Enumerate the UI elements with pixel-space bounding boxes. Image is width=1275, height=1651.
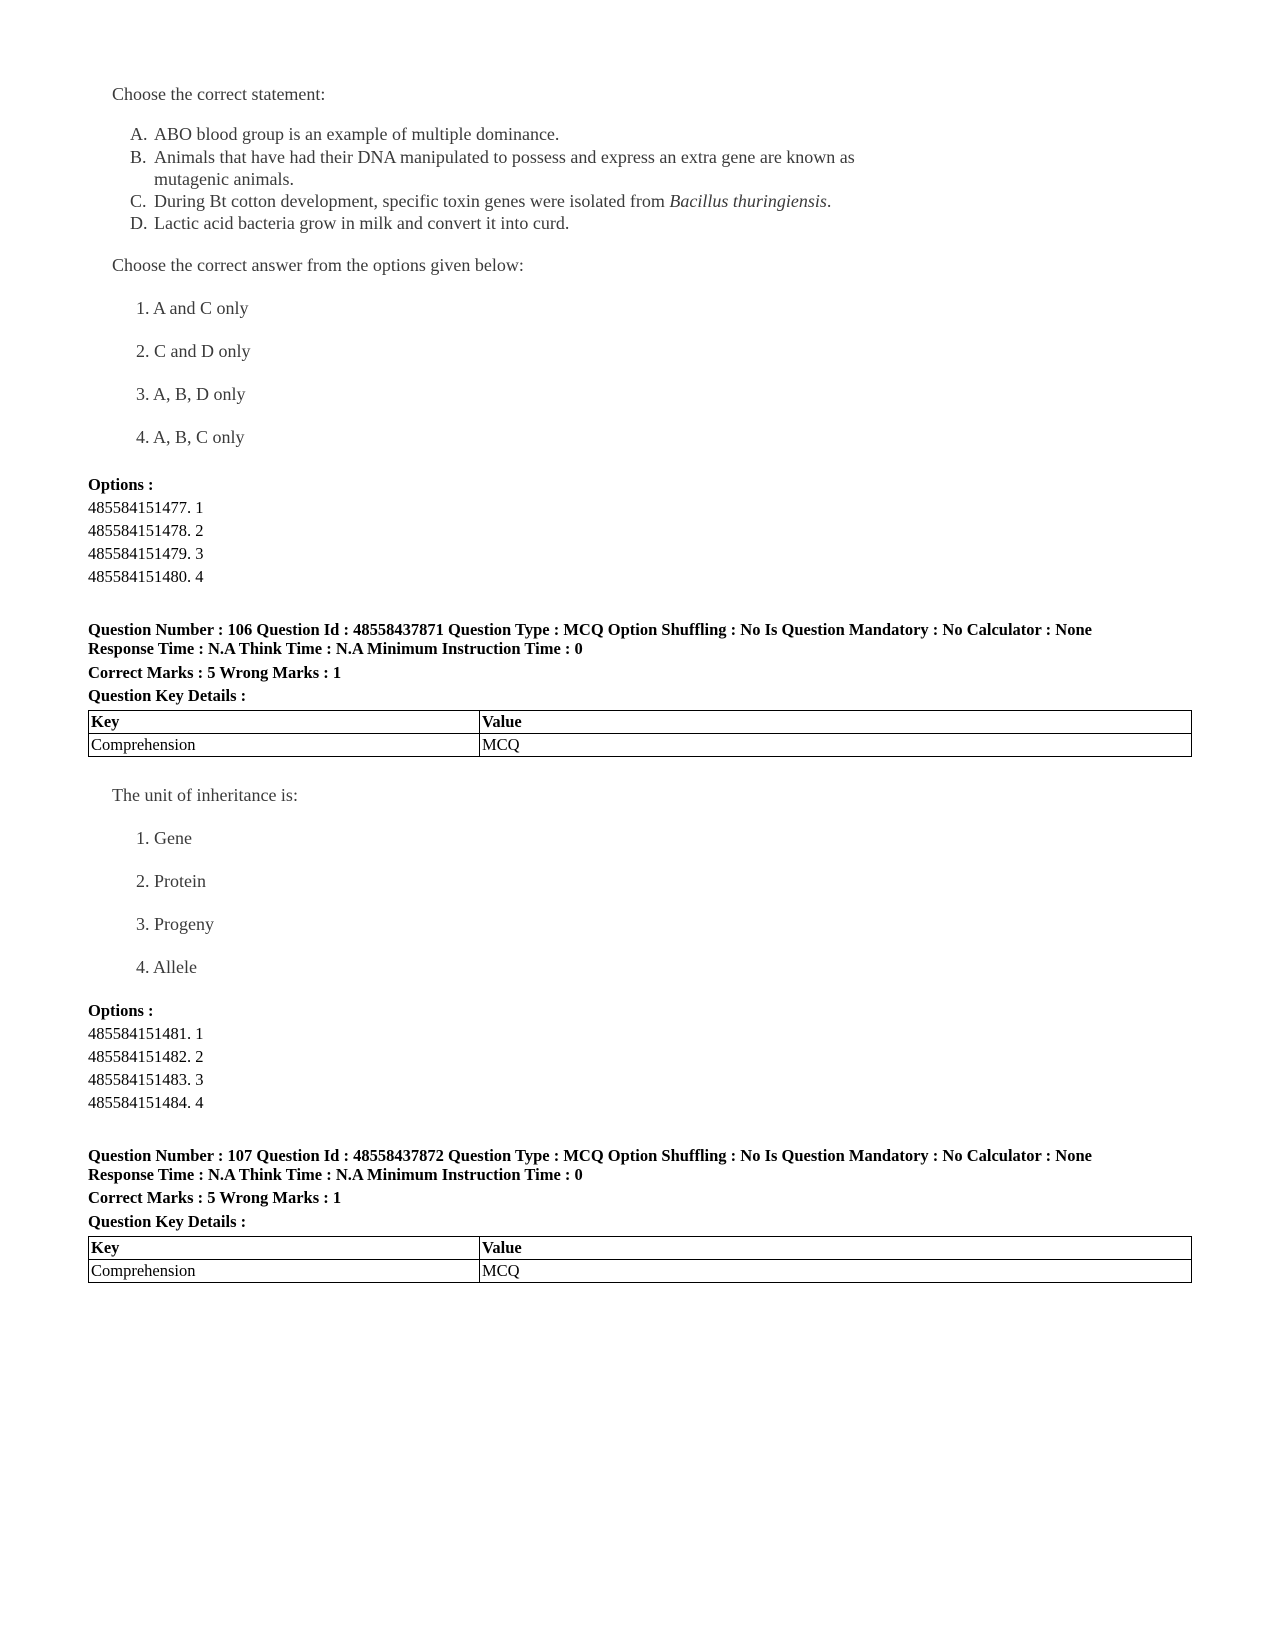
q106-key-details-label: Question Key Details : <box>88 686 247 705</box>
q106-header-line2: Response Time : N.A Think Time : N.A Minimum Instruction Time : 0 <box>88 639 583 658</box>
q105-statement-c: C. During Bt cotton development, specific toxin genes were isolated from Bacillus thuringiensis. <box>130 191 832 211</box>
q105-choice-2: 2. C and D only <box>136 341 251 361</box>
q106-key-table <box>88 710 1192 757</box>
q105-option-2: 485584151478. 2 <box>88 521 204 540</box>
table-row <box>89 1260 1192 1283</box>
q106-option-2: 485584151482. 2 <box>88 1047 204 1066</box>
q107-header-line2: Response Time : N.A Think Time : N.A Minimum Instruction Time : 0 <box>88 1165 583 1184</box>
table-cell-value: MCQ <box>480 734 1192 757</box>
q105-option-1: 485584151477. 1 <box>88 498 204 517</box>
table-header-value: Value <box>480 711 1192 734</box>
q106-stem: The unit of inheritance is: <box>112 785 298 805</box>
q106-marks: Correct Marks : 5 Wrong Marks : 1 <box>88 663 342 682</box>
q105-statement-b: B. Animals that have had their DNA manipulated to possess and express an extra gene are known as <box>130 147 855 167</box>
table-header-row <box>89 711 1192 734</box>
q106-choice-1: 1. Gene <box>136 828 192 848</box>
q105-choice-4: 4. A, B, C only <box>136 427 245 447</box>
q107-header-line1: Question Number : 107 Question Id : 48558437872 Question Type : MCQ Option Shuffling : No Is Question Mandatory : No Calculator : None <box>88 1146 1092 1165</box>
q106-option-1: 485584151481. 1 <box>88 1024 204 1043</box>
q106-choice-2: 2. Protein <box>136 871 206 891</box>
q107-marks: Correct Marks : 5 Wrong Marks : 1 <box>88 1188 342 1207</box>
q106-header-line1: Question Number : 106 Question Id : 48558437871 Question Type : MCQ Option Shuffling : No Is Question Mandatory : No Calculator : None <box>88 620 1092 639</box>
q106-option-3: 485584151483. 3 <box>88 1070 204 1089</box>
q105-option-3: 485584151479. 3 <box>88 544 204 563</box>
table-header-key: Key <box>89 1237 480 1260</box>
q107-key-table <box>88 1236 1192 1283</box>
q106-choice-4: 4. Allele <box>136 957 197 977</box>
q105-options-label: Options : <box>88 475 154 494</box>
q106-options-label: Options : <box>88 1001 154 1020</box>
q106-option-4: 485584151484. 4 <box>88 1093 204 1112</box>
table-cell-key: Comprehension <box>89 1260 480 1283</box>
q106-choice-3: 3. Progeny <box>136 914 214 934</box>
table-row <box>89 734 1192 757</box>
q105-statement-a: A. ABO blood group is an example of multiple dominance. <box>130 124 560 144</box>
q105-statement-d: D. Lactic acid bacteria grow in milk and convert it into curd. <box>130 213 570 233</box>
table-header-row <box>89 1237 1192 1260</box>
q105-option-4: 485584151480. 4 <box>88 567 204 586</box>
q105-stem: Choose the correct statement: <box>112 84 326 104</box>
q105-choice-3: 3. A, B, D only <box>136 384 246 404</box>
q105-statement-b-cont: mutagenic animals. <box>154 169 294 189</box>
q105-choice-1: 1. A and C only <box>136 298 249 318</box>
table-cell-key: Comprehension <box>89 734 480 757</box>
q107-key-details-label: Question Key Details : <box>88 1212 247 1231</box>
table-header-key: Key <box>89 711 480 734</box>
table-cell-value: MCQ <box>480 1260 1192 1283</box>
q105-instruction: Choose the correct answer from the options given below: <box>112 255 524 275</box>
table-header-value: Value <box>480 1237 1192 1260</box>
